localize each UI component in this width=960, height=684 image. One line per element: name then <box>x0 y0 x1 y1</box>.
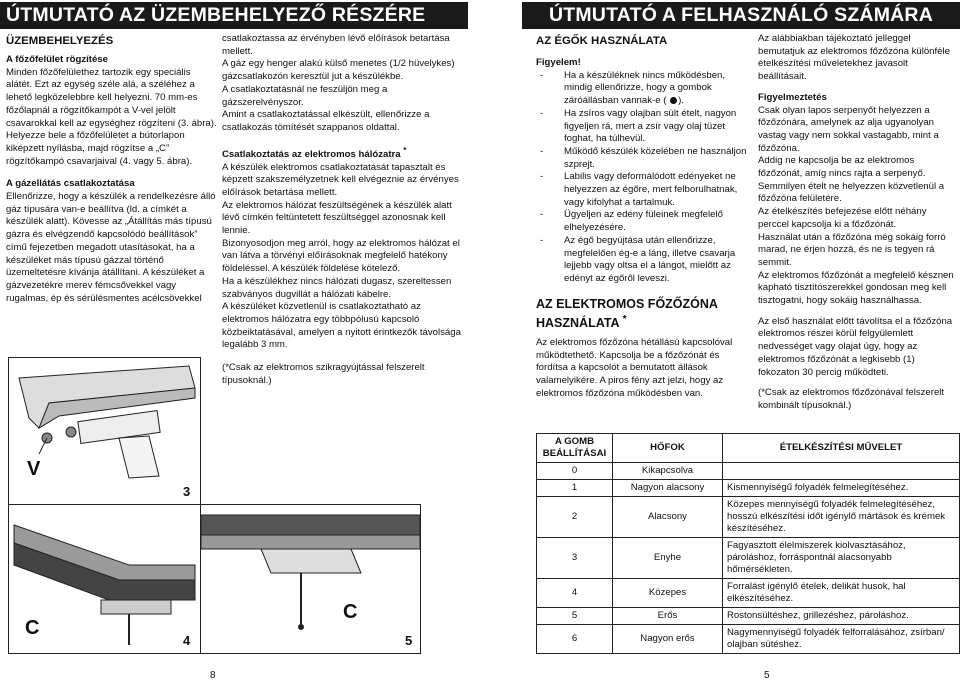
figure-5-number: 5 <box>405 633 413 648</box>
figure-5 <box>200 504 421 654</box>
table-row: 1 Nagyon alacsony Kismennyiségű folyadék felmelegítéséhez. <box>537 480 960 497</box>
electric-zone-note: (*Csak az elektromos főzőzónával felszerelt kombinált típusoknál.) <box>758 387 945 411</box>
warning-text-3: Semmilyen ételt ne helyezzen közvetlenül a főzőzóna felületére. <box>758 180 945 205</box>
gas-supply-subheading: A gázellátás csatlakoztatása <box>6 178 135 190</box>
burner-warning-item: - Működő készülék közelében ne használjon szprejt. <box>536 146 748 171</box>
warning-text-2: Addig ne kapcsolja be az elektromos főzőzónát, amíg nincs rajta a serpenyő. <box>758 155 926 180</box>
figure-4 <box>8 504 201 654</box>
connection-column <box>222 33 464 387</box>
table-row: 4 Közepes Forralást igénylő ételek, delikát husok, hal elkészítéséhez. <box>537 579 960 608</box>
electrical-text-5: A készüléket közvetlenül is csatlakoztatható az elektromos hálózatra egy többpólusú kapcsoló közbeiktatásával, amelyen a nyitott érintkezők távolsága legalább 3 mm. <box>222 301 461 351</box>
figure-4-number: 4 <box>183 633 191 648</box>
electrical-note: (*Csak az elektromos szikragyújtással felszerelt típusoknál.) <box>222 362 425 386</box>
electric-zone-heading: AZ ELEKTROMOS FŐZŐZÓNA HASZNÁLATA * <box>536 296 718 330</box>
burners-heading: AZ ÉGŐK HASZNÁLATA <box>536 35 668 47</box>
electric-zone-column <box>758 33 958 413</box>
user-banner: ÚTMUTATÓ A FELHASZNÁLÓ SZÁMÁRA <box>522 2 960 29</box>
figure-3-letter: V <box>27 458 41 480</box>
burners-column <box>536 32 748 400</box>
page-number-right: 5 <box>764 670 770 681</box>
gas-text-3: A csatlakoztatásnál ne feszüljön meg a gázszerelvényszor. <box>222 83 388 108</box>
header-cooking-operation: ÉTELKÉSZÍTÉSI MŰVELET <box>723 434 960 463</box>
warning-text-1: Csak olyan lapos serpenyőt helyezzen a főzőzónára, amelynek az alja ugyanolyan vastag vagy nem sokkal vastagabb, mint a főzőzóna. <box>758 104 939 154</box>
right-page <box>514 0 960 684</box>
installation-heading: ÜZEMBEHELYEZÉS <box>6 35 114 47</box>
figure-3-drawing <box>9 358 200 504</box>
header-temperature: HŐFOK <box>613 434 723 463</box>
warning-text-6: Az elektromos főzőzónát a megfelelő késznen kapható tisztítószerekkel gondosan meg kell tisztogatni, hogy sokáig használhassa. <box>758 269 954 307</box>
installation-column <box>6 32 219 305</box>
electrical-text-2: Az elektromos hálózat feszültségének a készülék alatt lévő címkén feltüntetett feszültséggel azonosnak kell lennie. <box>222 199 452 237</box>
figure-3-number: 3 <box>183 484 191 499</box>
burner-warning-item: - Az égő begyújtása után ellenőrizze, megfelelően ég-e a láng, illetve csavarja lejjebb vagy oltsa el a lángot, mielőtt az edényt az égőről leveszi. <box>536 235 748 286</box>
table-header-row <box>537 434 960 463</box>
electrical-text-3: Bizonyosodjon meg arról, hogy az elektromos hálózat el van látva a törvényi előírásoknak megfelelő hatékony földeléssel. A készülék földelése kötelező. <box>222 237 460 275</box>
table-row: 0 Kikapcsolva <box>537 463 960 480</box>
settings-intro: Az alábbiakban tájékoztató jelleggel bemutatjuk az elektromos főzőzóna különféle ételkészítési műveletekhez javasolt beállításait. <box>758 33 950 83</box>
electrical-text-4: Ha a készülékhez nincs hálózati dugasz, szereltessen szabványos dugvillát a hálózati kábelre. <box>222 275 452 300</box>
gas-text-4: Amint a csatlakoztatással elkészült, ellenőrizze a csatlakozás tömítését szappanos oldattal. <box>222 109 430 133</box>
attention-label: Figyelem! <box>536 57 581 68</box>
left-page <box>0 0 468 684</box>
first-use-text: Az első használat előtt távolítsa el a főzőzóna elektromos részei körül felgyülemlett nedvességet vagy olajat úgy, hogy az elektromos főzőzónát a legkisebb (1) fokozaton 30 percig működteti. <box>758 315 953 378</box>
burner-warning-item: - Ha zsíros vagy olajban sült ételt, nagyon figyeljen rá, mert a zsír vagy olaj tüzet foghat, ha túlhevül. <box>536 108 748 146</box>
burner-warning-item: - Ügyeljen az edény füleinek megfelelő elhelyezésére. <box>536 209 748 234</box>
filled-circle-icon <box>670 97 677 104</box>
header-knob-settings: A GOMB BEÁLLÍTÁSAI <box>537 434 613 463</box>
figure-5-letter: C <box>343 601 358 623</box>
table-row: 5 Erős Rostonsültéshez, grillezéshez, pároláshoz. <box>537 608 960 625</box>
burner-warning-item: - Labilis vagy deformálódott edényeket ne helyezzen az égőre, mert felborulhatnak, vagy kifolyhat a tartalmuk. <box>536 171 748 209</box>
warning-heading: Figyelmeztetés <box>758 91 827 103</box>
hob-fixing-subheading: A főzőfelület rögzítése <box>6 54 108 65</box>
hob-fixing-text: Minden főzőfelülethez tartozik egy speciális alátét. Ezt az egység széle alá, a széléhez a lehető legközelebbre kell helyezni. 70 mm-es főzőlapnál a rögzítőkampót a V-vel jelölt csavarokkal kell az egységhez rögzíteni (3. ábra). Helyezze bele a főzőfelületet a bútorlapon kiképzett nyílásba, majd rögzítse a „C” rögzítőkampó csavarjaival (4. vagy 5. ábra). <box>6 66 217 167</box>
figure-4-letter: C <box>25 617 40 639</box>
electrical-text-1: A készülék elektromos csatlakoztatását tapasztalt és képzett szakszemélyzetnek kell elvégeznie az érvényes előírások betartása mellett. <box>222 161 459 198</box>
electric-zone-text: Az elektromos főzőzóna hétállású kapcsolóval működtethető. Kapcsolja be a főzőzónát és fordítsa a kapcsolót a bemutatott állások valamelyikére. A piros fény azt jelzi, hogy az elektromos főzőzóna működésben van. <box>536 336 733 399</box>
warning-text-5: Használat után a főzőzóna még sokáig forró marad, ne érjen hozzá, és ne is tegyen rá semmit. <box>758 231 946 268</box>
gas-text-1: csatlakoztassa az érvényben lévő előírások betartása mellett. <box>222 33 450 57</box>
burner-warning-item: - Ha a készüléknek nincs működésben, mindig ellenőrizze, hogy a gombok záróállásban vannak-e ( ). <box>536 70 748 108</box>
electrical-subheading: Csatlakoztatás az elektromos hálózatra * <box>222 145 407 160</box>
figure-3 <box>8 357 201 505</box>
table-row: 2 Alacsony Közepes mennyiségű folyadék felmelegítéséhez, hosszú elkészítési időt igénylő mártások és krémek készítéséhez. <box>537 497 960 538</box>
figure-5-drawing <box>201 505 420 653</box>
warning-text-4: Az ételkészítés befejezése előtt néhány perccel kapcsolja ki a főzőzónát. <box>758 206 927 230</box>
table-row: 6 Nagyon erős Nagymennyiségű folyadék felforralásához, zsírban/ olajban sütéshez. <box>537 625 960 654</box>
table-row: 3 Enyhe Fagyasztott élelmiszerek kiolvasztásához, pároláshoz, forráspontnál alacsonyabb hőmérsékleten. <box>537 538 960 579</box>
gas-supply-text: Ellenőrizze, hogy a készülék a rendelkezésre álló gáz típusára van-e beállítva (ld. a címkét a készülék alatt). Kövesse az „Átállítás más típusú gázra és elvégzendő kapcsolódó beállítások” című fejezetben megadott utasításokat, ha a készüléket más típusú gázzal történő üzemeltetésre kívánja átállítani. A készüléket a gázvezetékre merev fémcsővekkel vagy rugalmas, ép és sérülésmentes acélcsövekkel <box>6 191 216 304</box>
burner-warnings-list <box>536 70 748 286</box>
gas-text-2: A gáz egy henger alakú külső menetes (1/2 hüvelykes) gázcsatlakozón keresztül jut a készülékbe. <box>222 58 455 83</box>
settings-table <box>536 433 960 654</box>
installer-banner: ÚTMUTATÓ AZ ÜZEMBEHELYEZŐ RÉSZÉRE <box>0 2 468 29</box>
page-number-left: 8 <box>210 670 216 681</box>
